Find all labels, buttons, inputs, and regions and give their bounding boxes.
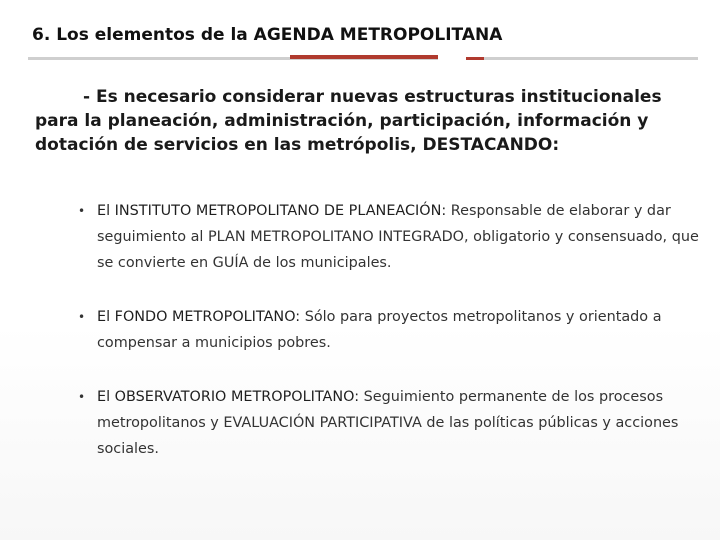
- bullet-dot-icon: •: [78, 204, 86, 218]
- bullet-heading: El OBSERVATORIO METROPOLITANO:: [97, 389, 360, 405]
- bullet-text: Seguimiento permanente de los procesos metropolitanos y EVALUACIÓN PARTICIPATIVA de las políticas públicas y acciones sociales.: [97, 389, 679, 457]
- title-divider-notch: [438, 57, 466, 60]
- bullet-heading: El FONDO METROPOLITANO:: [97, 309, 301, 325]
- bullet-dot-icon: •: [78, 310, 86, 324]
- bullet-item-instituto: [78, 198, 703, 276]
- bullet-item-fondo: [78, 304, 703, 356]
- bullet-text: Responsable de elaborar y dar seguimiento al PLAN METROPOLITANO INTEGRADO, obligatorio y consensuado, que se convierte en GUÍA de los municipales.: [97, 203, 699, 271]
- bullet-list: [78, 198, 703, 490]
- bullet-text: Sólo para proyectos metropolitanos y orientado a compensar a municipios pobres.: [97, 309, 662, 351]
- intro-paragraph: [35, 85, 685, 157]
- bullet-heading: El INSTITUTO METROPOLITANO DE PLANEACIÓN:: [97, 203, 447, 219]
- bullet-dot-icon: •: [78, 390, 86, 404]
- title-divider-red-accent: [290, 55, 438, 59]
- title-divider-red-tick: [466, 57, 484, 60]
- bullet-item-observatorio: [78, 384, 703, 462]
- intro-text: - Es necesario considerar nuevas estructuras institucionales para la planeación, administración, participación, información y dotación de servicios en las metrópolis, DESTACANDO:: [35, 87, 662, 155]
- slide-title: 6. Los elementos de la AGENDA METROPOLITANA: [32, 25, 503, 45]
- title-divider: [28, 53, 698, 65]
